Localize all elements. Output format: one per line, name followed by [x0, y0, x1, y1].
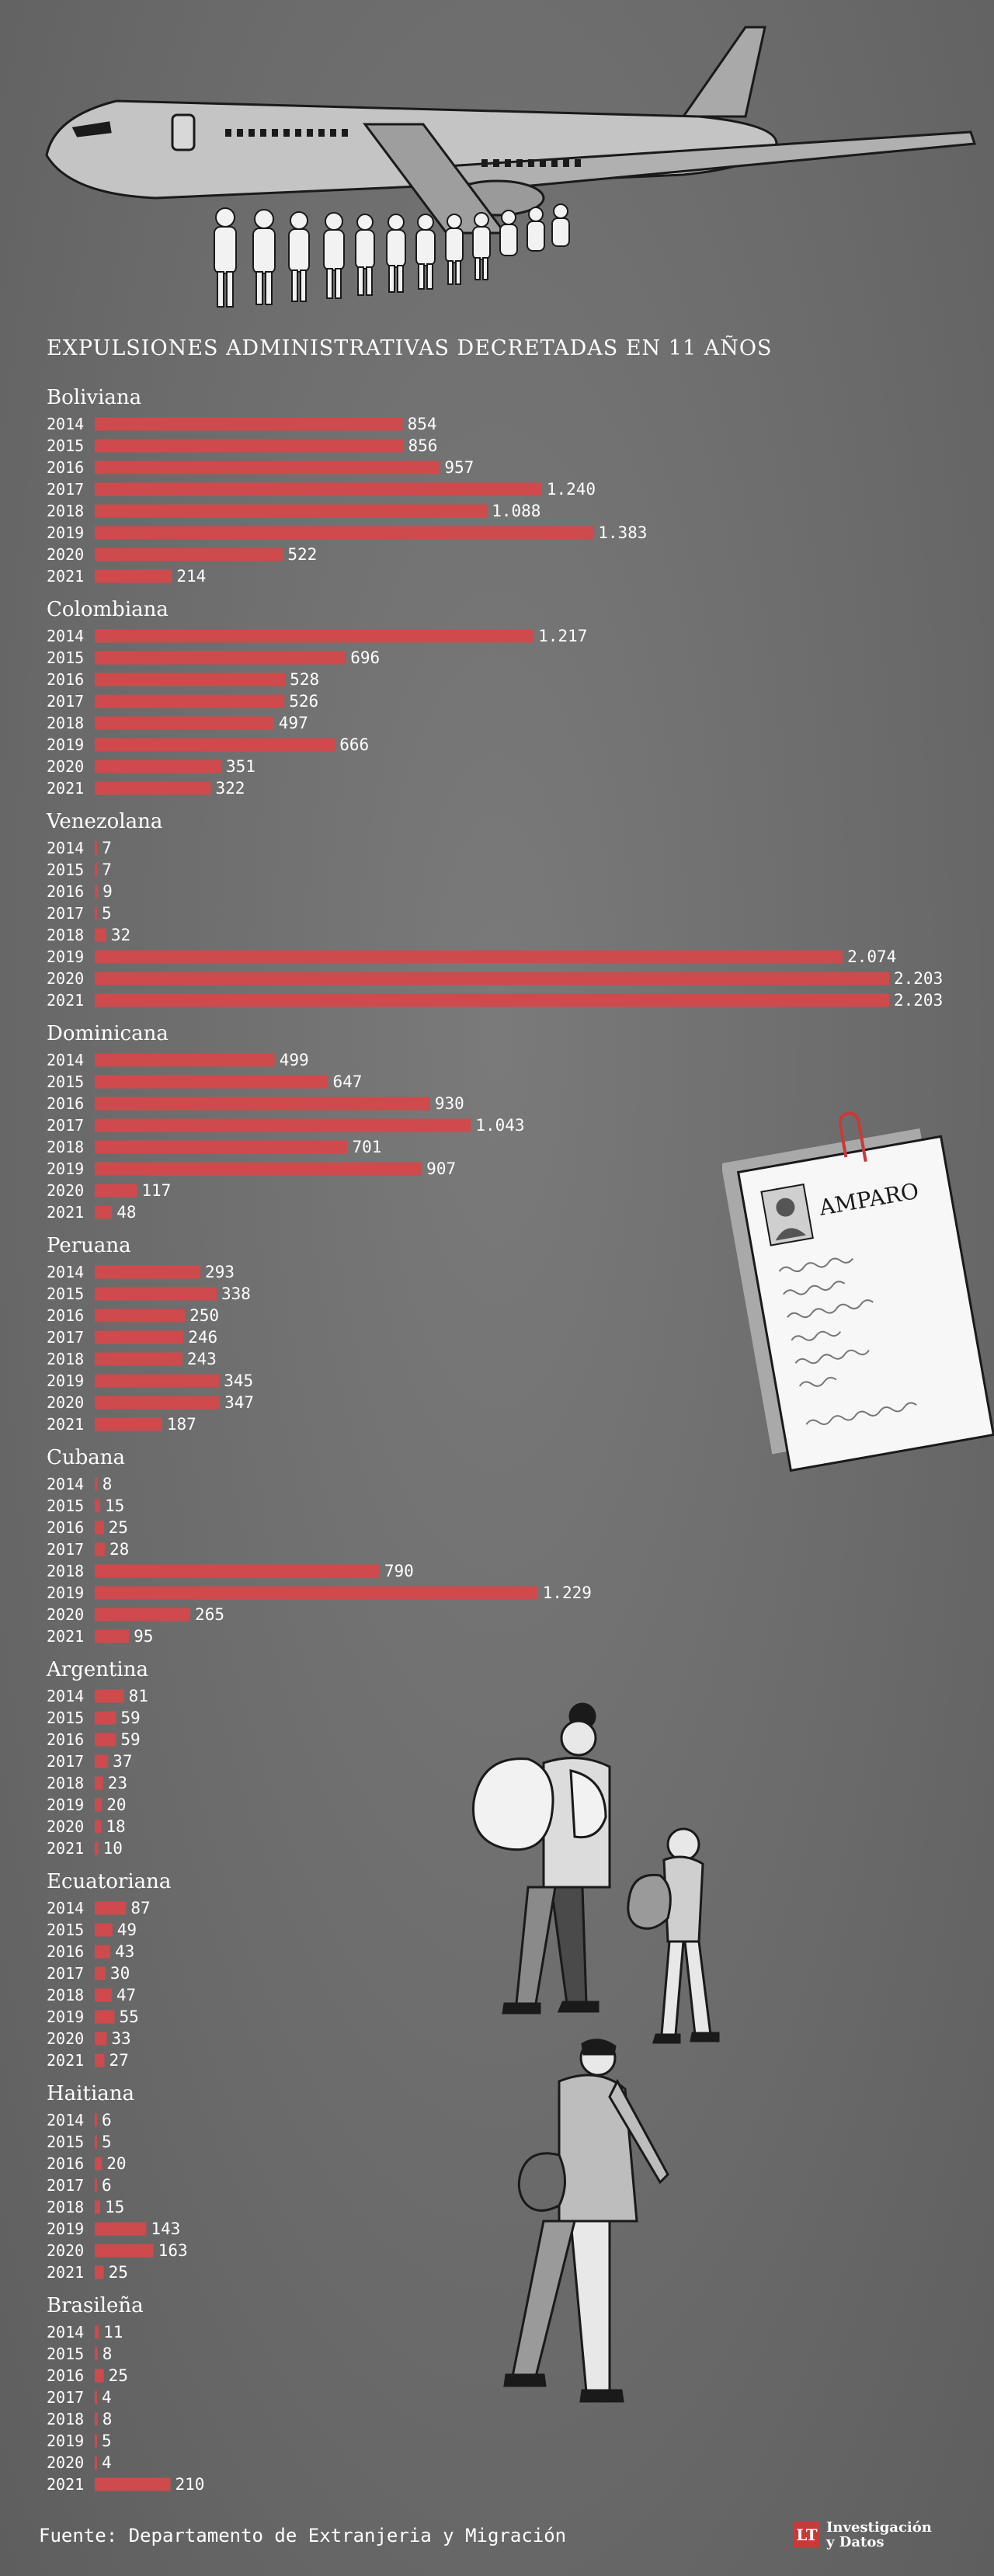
value-label: 8: [102, 1475, 113, 1493]
bar: [95, 972, 889, 986]
value-label: 2.074: [847, 947, 897, 966]
year-label: 2021: [47, 567, 85, 586]
bar: [95, 2456, 97, 2470]
year-label: 2020: [47, 1605, 85, 1624]
value-label: 4: [102, 2453, 112, 2472]
bar: [95, 1989, 112, 2002]
bar: [95, 2157, 102, 2171]
value-label: 5: [102, 2432, 112, 2450]
bar: [95, 1924, 113, 1937]
year-label: 2015: [47, 2345, 85, 2363]
year-label: 2021: [47, 1203, 85, 1222]
year-label: 2019: [47, 2220, 85, 2238]
bar: [95, 951, 843, 964]
bar: [95, 440, 403, 453]
year-label: 2017: [47, 1540, 85, 1559]
value-label: 49: [116, 1921, 137, 1939]
nationality-label: Colombiana: [47, 598, 169, 621]
value-label: 526: [289, 692, 319, 711]
bar: [95, 2435, 97, 2448]
bar: [95, 2478, 171, 2491]
value-label: 87: [130, 1899, 151, 1917]
nationality-label: Dominicana: [47, 1022, 169, 1045]
value-label: 499: [279, 1051, 309, 1069]
bar: [95, 1630, 129, 1643]
value-label: 666: [339, 735, 370, 754]
value-label: 1.217: [538, 627, 588, 645]
year-label: 2018: [47, 714, 85, 732]
value-label: 243: [186, 1350, 217, 1368]
nationality-label: Argentina: [47, 1658, 148, 1681]
value-label: 293: [205, 1263, 235, 1281]
year-label: 2021: [47, 1839, 85, 1858]
bar: [95, 782, 211, 795]
value-label: 338: [221, 1285, 251, 1303]
bar: [95, 907, 97, 920]
bar: [95, 1418, 162, 1431]
bar: [95, 1733, 116, 1747]
year-label: 2015: [47, 1709, 85, 1727]
year-label: 2015: [47, 860, 85, 879]
year-label: 2014: [47, 839, 85, 857]
bar: [95, 2114, 97, 2127]
value-label: 210: [175, 2475, 205, 2494]
year-label: 2019: [47, 1159, 85, 1178]
bar: [95, 418, 403, 431]
bar: [95, 2266, 104, 2279]
document-amparo-illustration: [722, 1111, 994, 1476]
document-title: AMPARO: [817, 1177, 921, 1221]
bar: [95, 1076, 328, 1089]
value-label: 18: [106, 1817, 126, 1836]
value-label: 143: [151, 2220, 181, 2238]
year-label: 2016: [47, 882, 85, 901]
bar: [95, 483, 542, 496]
year-label: 2018: [47, 1350, 85, 1368]
year-label: 2019: [47, 735, 85, 754]
value-label: 214: [176, 567, 207, 586]
year-label: 2018: [47, 1774, 85, 1792]
year-label: 2016: [47, 1306, 85, 1325]
nationality-label: Venezolana: [47, 810, 163, 833]
bar: [95, 994, 889, 1007]
year-label: 2014: [47, 1475, 85, 1493]
migrants-walking-illustration: [443, 1693, 753, 2423]
brand-line-2: y Datos: [826, 2534, 885, 2550]
value-label: 1.240: [546, 480, 596, 499]
value-label: 30: [109, 1964, 130, 1983]
year-label: 2014: [47, 2111, 85, 2129]
bar: [95, 1054, 275, 1067]
year-label: 2015: [47, 648, 85, 667]
value-label: 20: [106, 2154, 127, 2173]
year-label: 2017: [47, 2176, 85, 2195]
value-label: 856: [408, 436, 438, 455]
year-label: 2017: [47, 904, 85, 923]
bar: [95, 2179, 97, 2192]
bar: [95, 864, 97, 877]
value-label: 59: [120, 1730, 141, 1749]
bar: [95, 1478, 98, 1491]
value-label: 59: [120, 1709, 141, 1727]
bar: [95, 1097, 430, 1111]
year-label: 2015: [47, 1285, 85, 1303]
value-label: 2.203: [894, 969, 944, 988]
year-label: 2020: [47, 1393, 85, 1412]
year-label: 2016: [47, 1518, 85, 1537]
value-label: 15: [104, 1497, 125, 1515]
brand-text: [826, 2520, 932, 2550]
value-label: 15: [104, 2198, 125, 2216]
value-label: 11: [103, 2323, 123, 2341]
year-label: 2016: [47, 2154, 85, 2173]
bar: [95, 760, 221, 773]
bar: [95, 885, 98, 899]
bar: [95, 1690, 124, 1703]
year-label: 2017: [47, 2388, 85, 2407]
nationality-label: Ecuatoriana: [47, 1870, 172, 1893]
bar: [95, 2369, 104, 2383]
year-label: 2014: [47, 1687, 85, 1705]
bar: [95, 1543, 105, 1556]
year-label: 2019: [47, 1371, 85, 1390]
value-label: 163: [158, 2241, 188, 2260]
bar: [95, 1500, 100, 1513]
year-label: 2020: [47, 545, 85, 564]
value-label: 351: [225, 757, 255, 776]
year-label: 2017: [47, 480, 85, 499]
bar: [95, 1799, 102, 1812]
year-label: 2017: [47, 1752, 85, 1771]
nationality-label: Cubana: [47, 1446, 126, 1469]
year-label: 2021: [47, 1627, 85, 1646]
value-label: 528: [290, 670, 320, 689]
value-label: 907: [426, 1159, 457, 1178]
value-label: 522: [287, 545, 318, 564]
year-label: 2019: [47, 523, 85, 542]
year-label: 2017: [47, 692, 85, 711]
value-label: 957: [444, 458, 474, 477]
bar: [95, 1396, 220, 1410]
bar: [95, 1967, 106, 1980]
year-label: 2020: [47, 969, 85, 988]
nationality-label: Haitiana: [47, 2082, 135, 2105]
value-label: 9: [103, 882, 113, 901]
value-label: 7: [102, 839, 112, 857]
bar: [95, 1820, 101, 1834]
year-label: 2021: [47, 991, 85, 1010]
bar: [95, 570, 172, 583]
bar: [95, 2413, 98, 2426]
value-label: 187: [166, 1415, 196, 1434]
year-label: 2016: [47, 2366, 85, 2385]
year-label: 2015: [47, 2133, 85, 2151]
year-label: 2018: [47, 926, 85, 944]
year-label: 2021: [47, 1415, 85, 1434]
bar: [95, 1375, 219, 1388]
brand-logo: LT: [794, 2522, 820, 2548]
bar: [95, 1587, 538, 1600]
brand: [794, 2520, 932, 2550]
bar: [95, 1755, 108, 1768]
year-label: 2016: [47, 670, 85, 689]
nationality-label: Peruana: [47, 1234, 131, 1257]
year-label: 2019: [47, 2008, 85, 2026]
bar: [95, 1353, 182, 1366]
year-label: 2016: [47, 1942, 85, 1961]
nationality-label: Brasileña: [47, 2294, 144, 2317]
year-label: 2014: [47, 1263, 85, 1281]
year-label: 2020: [47, 2453, 85, 2472]
year-label: 2014: [47, 2323, 85, 2341]
year-label: 2021: [47, 2263, 85, 2282]
value-label: 4: [102, 2388, 112, 2407]
value-label: 250: [189, 1306, 220, 1325]
value-label: 696: [350, 648, 381, 667]
source-note: Fuente: Departamento de Extranjeria y Migración: [39, 2525, 567, 2546]
year-label: 2021: [47, 2475, 85, 2494]
bar: [95, 630, 533, 643]
year-label: 2018: [47, 502, 85, 520]
bar: [95, 2391, 97, 2404]
value-label: 6: [102, 2176, 112, 2195]
value-label: 28: [109, 1540, 130, 1559]
value-label: 1.088: [492, 502, 541, 520]
value-label: 265: [195, 1605, 224, 1624]
bar: [95, 1266, 200, 1279]
bar: [95, 1777, 103, 1790]
value-label: 25: [108, 2263, 128, 2282]
year-label: 2016: [47, 1094, 85, 1113]
bar: [95, 1902, 126, 1915]
year-label: 2014: [47, 627, 85, 645]
year-label: 2019: [47, 2432, 85, 2450]
value-label: 25: [108, 1518, 128, 1537]
year-label: 2018: [47, 2198, 85, 2216]
value-label: 33: [111, 2029, 131, 2048]
year-label: 2020: [47, 1181, 85, 1200]
bar: [95, 1521, 104, 1535]
bar: [95, 1945, 110, 1959]
year-label: 2016: [47, 1730, 85, 1749]
bar: [95, 548, 283, 561]
year-label: 2020: [47, 757, 85, 776]
bar: [95, 1842, 99, 1855]
year-label: 2019: [47, 947, 85, 966]
bar: [95, 2136, 97, 2149]
value-label: 1.383: [598, 523, 648, 542]
value-label: 647: [332, 1072, 363, 1091]
bar: [95, 1206, 112, 1219]
value-label: 347: [224, 1393, 255, 1412]
value-label: 345: [224, 1371, 254, 1390]
value-label: 95: [134, 1627, 154, 1646]
bar: [95, 673, 285, 687]
year-label: 2016: [47, 458, 85, 477]
year-label: 2014: [47, 1051, 85, 1069]
bar: [95, 2223, 146, 2236]
value-label: 1.229: [542, 1583, 592, 1602]
value-label: 497: [278, 714, 308, 732]
year-label: 2021: [47, 779, 85, 798]
bar: [95, 2244, 154, 2258]
bar: [95, 2032, 106, 2046]
bar: [95, 739, 335, 752]
year-label: 2015: [47, 1072, 85, 1091]
value-label: 23: [107, 1774, 127, 1792]
value-label: 55: [119, 2008, 139, 2026]
value-label: 7: [102, 860, 112, 879]
bar: [95, 1712, 116, 1725]
value-label: 47: [116, 1986, 137, 2004]
brand-line-1: Investigación: [826, 2519, 932, 2536]
value-label: 701: [352, 1138, 382, 1156]
year-label: 2014: [47, 415, 85, 433]
bar: [95, 505, 487, 518]
bar: [95, 652, 346, 665]
value-label: 790: [384, 1562, 414, 1580]
year-label: 2021: [47, 2051, 85, 2070]
value-label: 27: [109, 2051, 129, 2070]
year-label: 2017: [47, 1328, 85, 1347]
bar: [95, 1184, 137, 1198]
value-label: 5: [102, 2133, 112, 2151]
nationality-label: Boliviana: [47, 386, 142, 409]
value-label: 5: [102, 904, 112, 923]
bar: [95, 2011, 115, 2024]
year-label: 2020: [47, 2241, 85, 2260]
value-label: 322: [215, 779, 245, 798]
value-label: 43: [114, 1942, 135, 1961]
year-label: 2017: [47, 1116, 85, 1135]
value-label: 2.203: [894, 991, 944, 1010]
year-label: 2020: [47, 2029, 85, 2048]
bar: [95, 2201, 100, 2214]
value-label: 854: [407, 415, 437, 433]
value-label: 20: [106, 1796, 127, 1814]
bar: [95, 1288, 217, 1301]
value-label: 48: [116, 1203, 137, 1222]
value-label: 37: [113, 1752, 133, 1771]
year-label: 2015: [47, 1921, 85, 1939]
bar: [95, 2326, 99, 2339]
value-label: 25: [108, 2366, 128, 2385]
bar: [95, 2054, 105, 2067]
value-label: 8: [102, 2410, 113, 2428]
bar: [95, 1608, 190, 1622]
year-label: 2018: [47, 2410, 85, 2428]
bar: [95, 1309, 185, 1323]
year-label: 2015: [47, 436, 85, 455]
bar: [95, 461, 440, 475]
year-label: 2020: [47, 1817, 85, 1836]
bar: [95, 1163, 422, 1176]
value-label: 930: [434, 1094, 464, 1113]
bar: [95, 1331, 183, 1344]
year-label: 2018: [47, 1562, 85, 1580]
value-label: 81: [128, 1687, 148, 1705]
year-label: 2014: [47, 1899, 85, 1917]
bar: [95, 1565, 380, 1578]
bar: [95, 2348, 98, 2361]
bar: [95, 929, 106, 942]
chart-title: EXPULSIONES ADMINISTRATIVAS DECRETADAS EN 11 AÑOS: [47, 336, 773, 360]
bar: [95, 527, 593, 540]
year-label: 2018: [47, 1986, 85, 2004]
year-label: 2019: [47, 1583, 85, 1602]
year-label: 2015: [47, 1497, 85, 1515]
value-label: 1.043: [475, 1116, 525, 1135]
value-label: 8: [102, 2345, 113, 2363]
bar: [95, 1119, 471, 1132]
value-label: 32: [110, 926, 131, 944]
value-label: 6: [102, 2111, 112, 2129]
value-label: 117: [141, 1181, 172, 1200]
value-label: 246: [188, 1328, 218, 1347]
bar: [95, 842, 97, 855]
year-label: 2019: [47, 1796, 85, 1814]
bar: [95, 695, 284, 708]
year-label: 2017: [47, 1964, 85, 1983]
bar: [95, 717, 274, 730]
year-label: 2018: [47, 1138, 85, 1156]
bar: [95, 1141, 348, 1154]
value-label: 10: [103, 1839, 123, 1858]
